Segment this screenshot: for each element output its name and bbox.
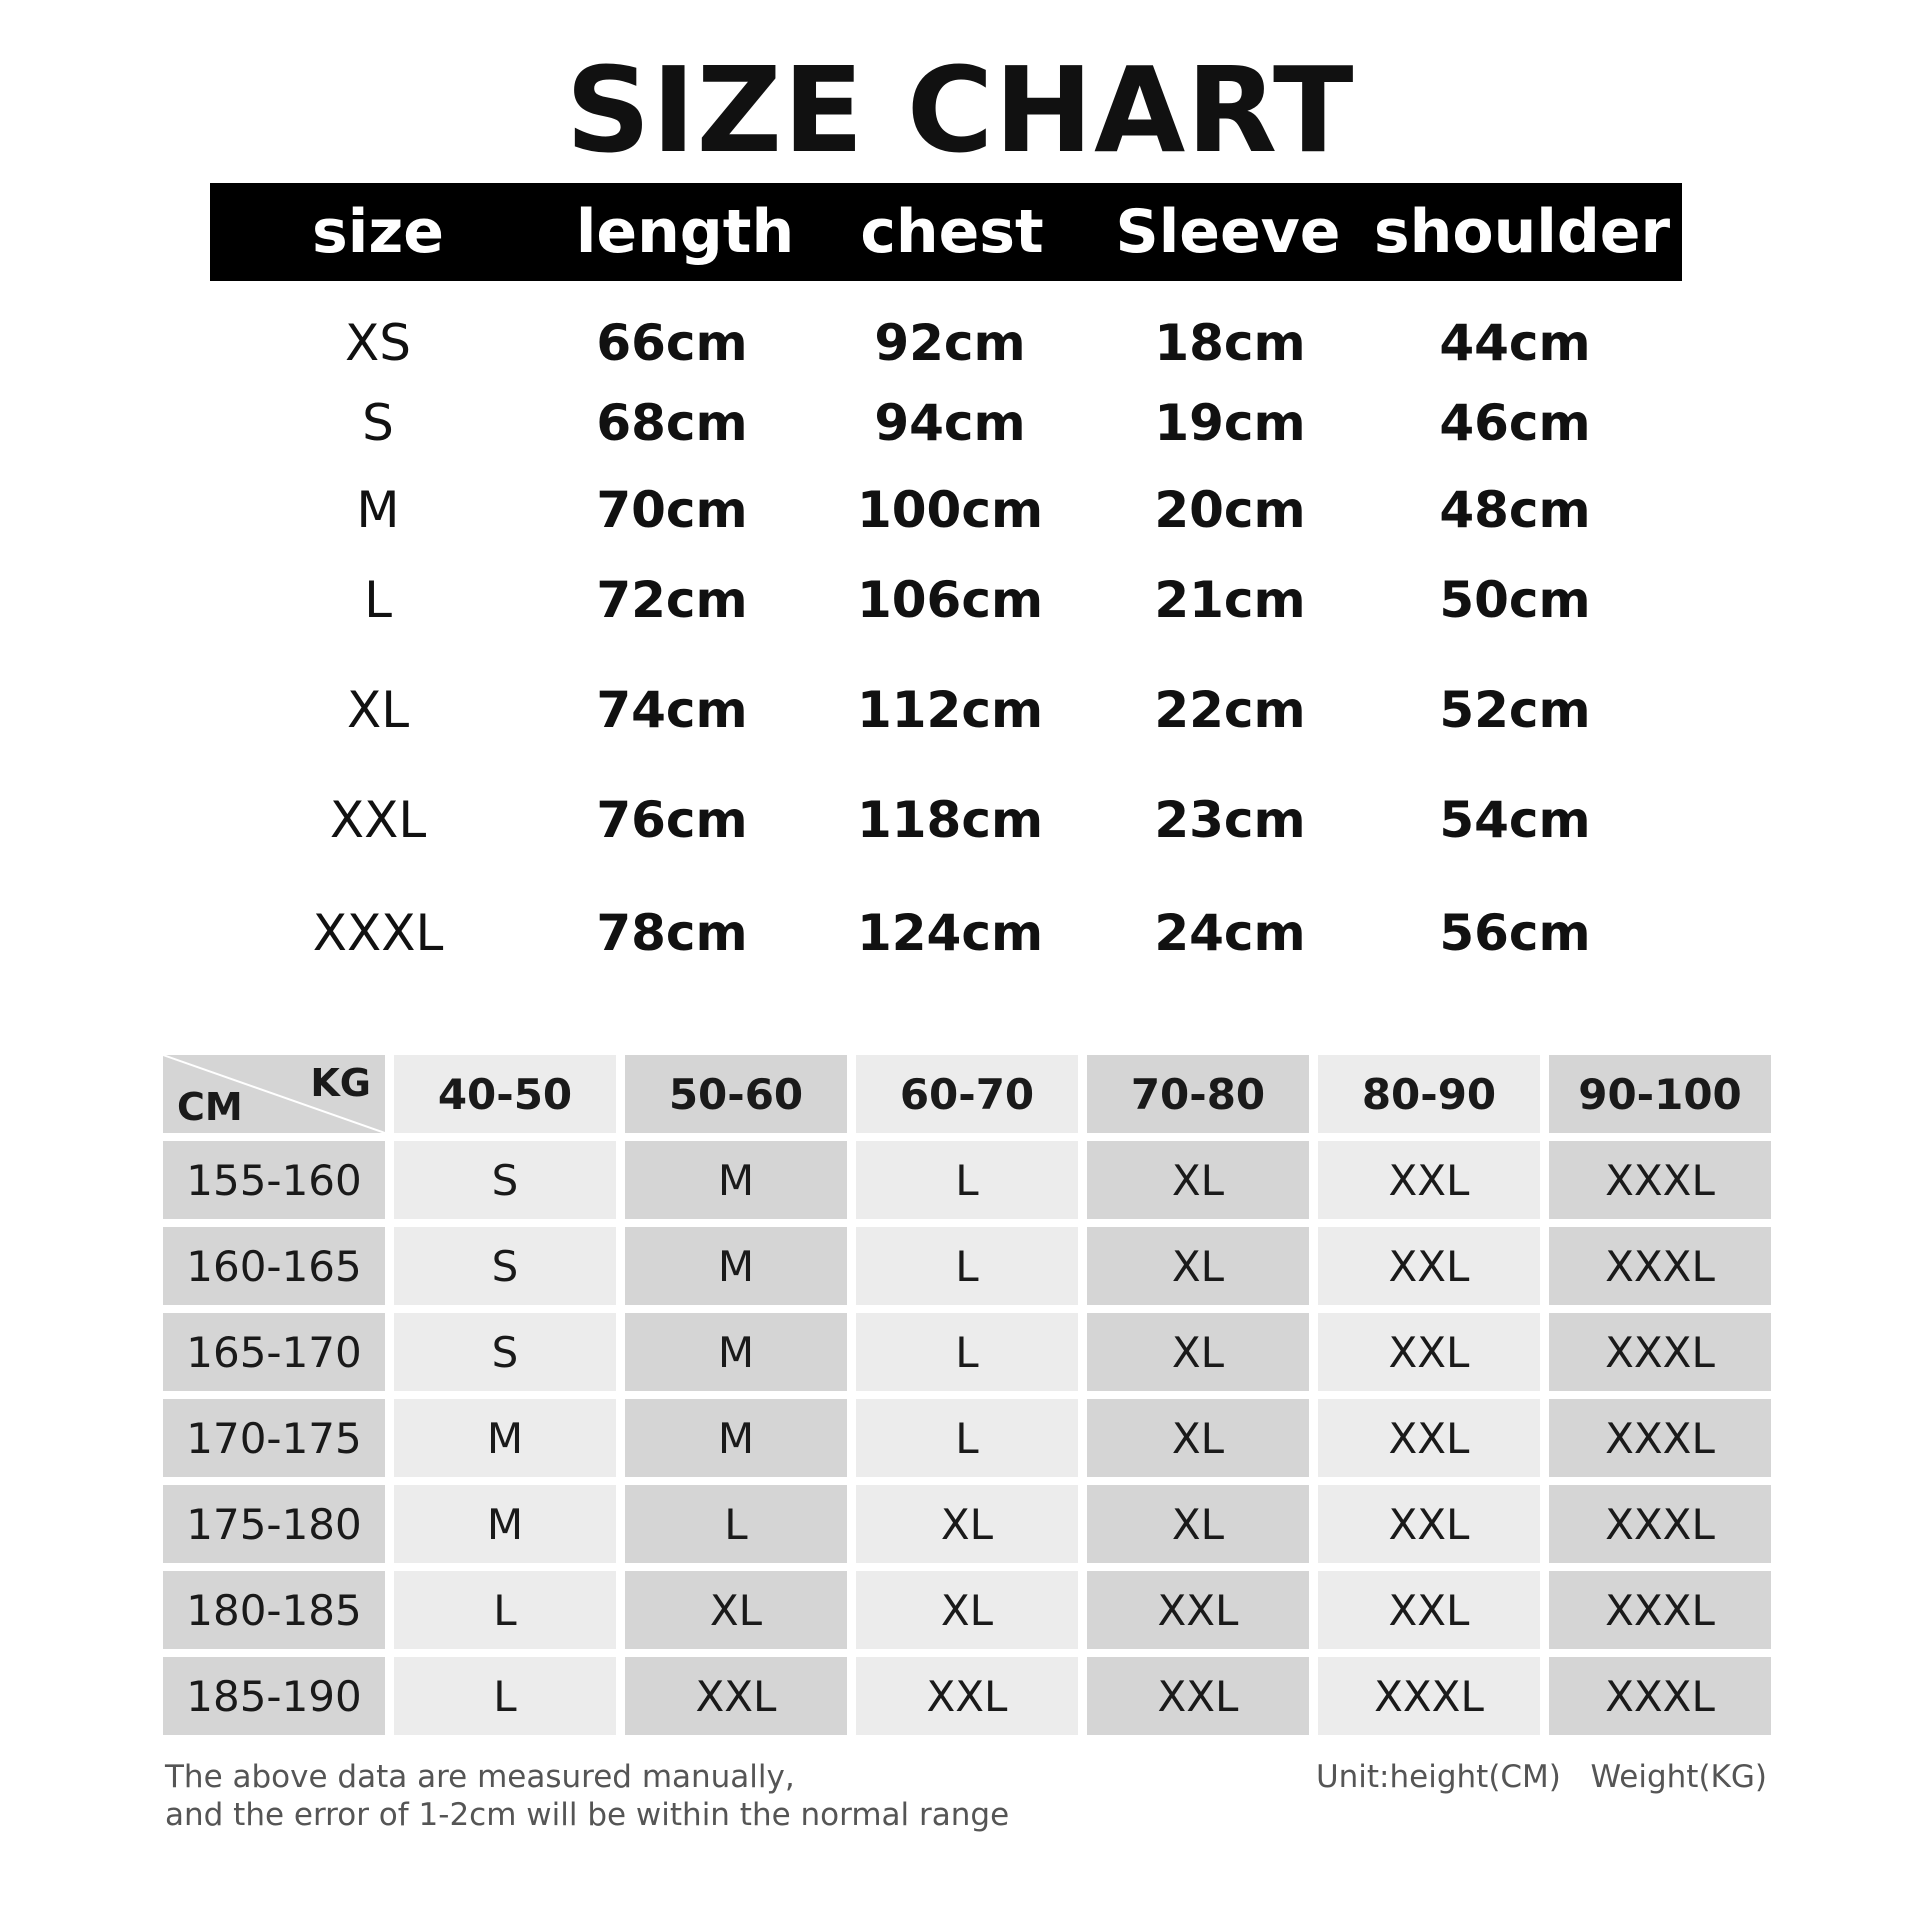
size-cell: XXL bbox=[1318, 1227, 1540, 1305]
header-size: size bbox=[312, 197, 444, 267]
height-label: 165-170 bbox=[163, 1313, 385, 1391]
size-cell: XXXL bbox=[1549, 1485, 1771, 1563]
cell-length: 74cm bbox=[596, 681, 748, 739]
cell-shoulder: 54cm bbox=[1439, 791, 1591, 849]
size-cell: XXL bbox=[1318, 1399, 1540, 1477]
size-cell: XXXL bbox=[1549, 1227, 1771, 1305]
measurement-row bbox=[0, 785, 1920, 855]
corner-kg-label: KG bbox=[310, 1061, 371, 1105]
cell-size: M bbox=[356, 481, 400, 539]
size-cell: M bbox=[625, 1313, 847, 1391]
measurement-table-header bbox=[210, 183, 1682, 281]
cell-sleeve: 19cm bbox=[1154, 394, 1306, 452]
cell-chest: 118cm bbox=[856, 791, 1044, 849]
size-guide-grid bbox=[163, 1055, 1771, 1735]
cell-length: 78cm bbox=[596, 904, 748, 962]
cell-size: L bbox=[364, 571, 392, 629]
size-cell: XL bbox=[1087, 1141, 1309, 1219]
measurement-row bbox=[0, 388, 1920, 458]
size-cell: L bbox=[856, 1141, 1078, 1219]
height-label: 155-160 bbox=[163, 1141, 385, 1219]
measurement-row bbox=[0, 308, 1920, 378]
unit-note: Unit:height(CM) Weight(KG) bbox=[1315, 1759, 1767, 1795]
size-cell: XXL bbox=[1318, 1141, 1540, 1219]
cell-sleeve: 21cm bbox=[1154, 571, 1306, 629]
size-cell: XXL bbox=[1318, 1571, 1540, 1649]
cell-length: 70cm bbox=[596, 481, 748, 539]
height-label: 160-165 bbox=[163, 1227, 385, 1305]
weight-header: 60-70 bbox=[856, 1055, 1078, 1133]
size-cell: M bbox=[625, 1399, 847, 1477]
size-cell: XL bbox=[1087, 1399, 1309, 1477]
size-cell: M bbox=[625, 1227, 847, 1305]
size-cell: XXXL bbox=[1549, 1313, 1771, 1391]
cell-size: XL bbox=[346, 681, 410, 739]
cell-shoulder: 56cm bbox=[1439, 904, 1591, 962]
size-cell: XL bbox=[856, 1485, 1078, 1563]
cell-length: 68cm bbox=[596, 394, 748, 452]
corner-cm-label: CM bbox=[177, 1085, 243, 1129]
size-cell: L bbox=[394, 1571, 616, 1649]
cell-chest: 112cm bbox=[856, 681, 1044, 739]
cell-shoulder: 52cm bbox=[1439, 681, 1591, 739]
cell-shoulder: 50cm bbox=[1439, 571, 1591, 629]
size-cell: XXL bbox=[856, 1657, 1078, 1735]
size-cell: XXL bbox=[1318, 1485, 1540, 1563]
cell-chest: 92cm bbox=[874, 314, 1026, 372]
header-sleeve: Sleeve bbox=[1115, 197, 1341, 267]
cell-size: XXXL bbox=[312, 904, 444, 962]
size-cell: XL bbox=[856, 1571, 1078, 1649]
cell-length: 76cm bbox=[596, 791, 748, 849]
measurement-row bbox=[0, 475, 1920, 545]
weight-header: 70-80 bbox=[1087, 1055, 1309, 1133]
cell-chest: 100cm bbox=[856, 481, 1044, 539]
grid-corner bbox=[163, 1055, 385, 1133]
size-cell: XXXL bbox=[1318, 1657, 1540, 1735]
size-cell: XXXL bbox=[1549, 1571, 1771, 1649]
cell-size: S bbox=[362, 394, 394, 452]
size-cell: XXL bbox=[625, 1657, 847, 1735]
size-cell: XXL bbox=[1087, 1571, 1309, 1649]
size-cell: XXXL bbox=[1549, 1399, 1771, 1477]
cell-chest: 94cm bbox=[874, 394, 1026, 452]
size-cell: M bbox=[394, 1399, 616, 1477]
size-cell: XL bbox=[1087, 1227, 1309, 1305]
page-title: SIZE CHART bbox=[565, 41, 1355, 179]
cell-shoulder: 46cm bbox=[1439, 394, 1591, 452]
cell-length: 72cm bbox=[596, 571, 748, 629]
size-cell: S bbox=[394, 1227, 616, 1305]
size-cell: L bbox=[625, 1485, 847, 1563]
measurement-note bbox=[165, 1758, 1009, 1834]
cell-sleeve: 24cm bbox=[1154, 904, 1306, 962]
size-cell: XL bbox=[625, 1571, 847, 1649]
size-cell: XXXL bbox=[1549, 1657, 1771, 1735]
size-cell: XL bbox=[1087, 1485, 1309, 1563]
cell-size: XS bbox=[345, 314, 411, 372]
cell-chest: 106cm bbox=[856, 571, 1044, 629]
weight-header: 90-100 bbox=[1549, 1055, 1771, 1133]
size-cell: L bbox=[394, 1657, 616, 1735]
height-label: 180-185 bbox=[163, 1571, 385, 1649]
height-label: 185-190 bbox=[163, 1657, 385, 1735]
cell-sleeve: 23cm bbox=[1154, 791, 1306, 849]
size-cell: XL bbox=[1087, 1313, 1309, 1391]
size-cell: XXXL bbox=[1549, 1141, 1771, 1219]
size-cell: M bbox=[625, 1141, 847, 1219]
header-length: length bbox=[575, 197, 795, 267]
header-shoulder: shoulder bbox=[1373, 197, 1671, 267]
weight-header: 40-50 bbox=[394, 1055, 616, 1133]
size-cell: M bbox=[394, 1485, 616, 1563]
size-cell: XXL bbox=[1087, 1657, 1309, 1735]
note-line-1: The above data are measured manually, bbox=[165, 1759, 795, 1795]
height-label: 175-180 bbox=[163, 1485, 385, 1563]
size-cell: S bbox=[394, 1141, 616, 1219]
cell-shoulder: 48cm bbox=[1439, 481, 1591, 539]
cell-size: XXL bbox=[329, 791, 427, 849]
size-cell: L bbox=[856, 1399, 1078, 1477]
header-chest: chest bbox=[860, 197, 1044, 267]
size-cell: S bbox=[394, 1313, 616, 1391]
measurement-row bbox=[0, 565, 1920, 635]
measurement-row bbox=[0, 675, 1920, 745]
cell-length: 66cm bbox=[596, 314, 748, 372]
cell-chest: 124cm bbox=[856, 904, 1044, 962]
size-cell: XXL bbox=[1318, 1313, 1540, 1391]
weight-header: 50-60 bbox=[625, 1055, 847, 1133]
height-label: 170-175 bbox=[163, 1399, 385, 1477]
measurement-row bbox=[0, 898, 1920, 968]
cell-sleeve: 22cm bbox=[1154, 681, 1306, 739]
cell-sleeve: 20cm bbox=[1154, 481, 1306, 539]
cell-sleeve: 18cm bbox=[1154, 314, 1306, 372]
size-cell: L bbox=[856, 1227, 1078, 1305]
cell-shoulder: 44cm bbox=[1439, 314, 1591, 372]
size-cell: L bbox=[856, 1313, 1078, 1391]
weight-header: 80-90 bbox=[1318, 1055, 1540, 1133]
note-line-2: and the error of 1-2cm will be within the normal range bbox=[165, 1797, 1010, 1833]
